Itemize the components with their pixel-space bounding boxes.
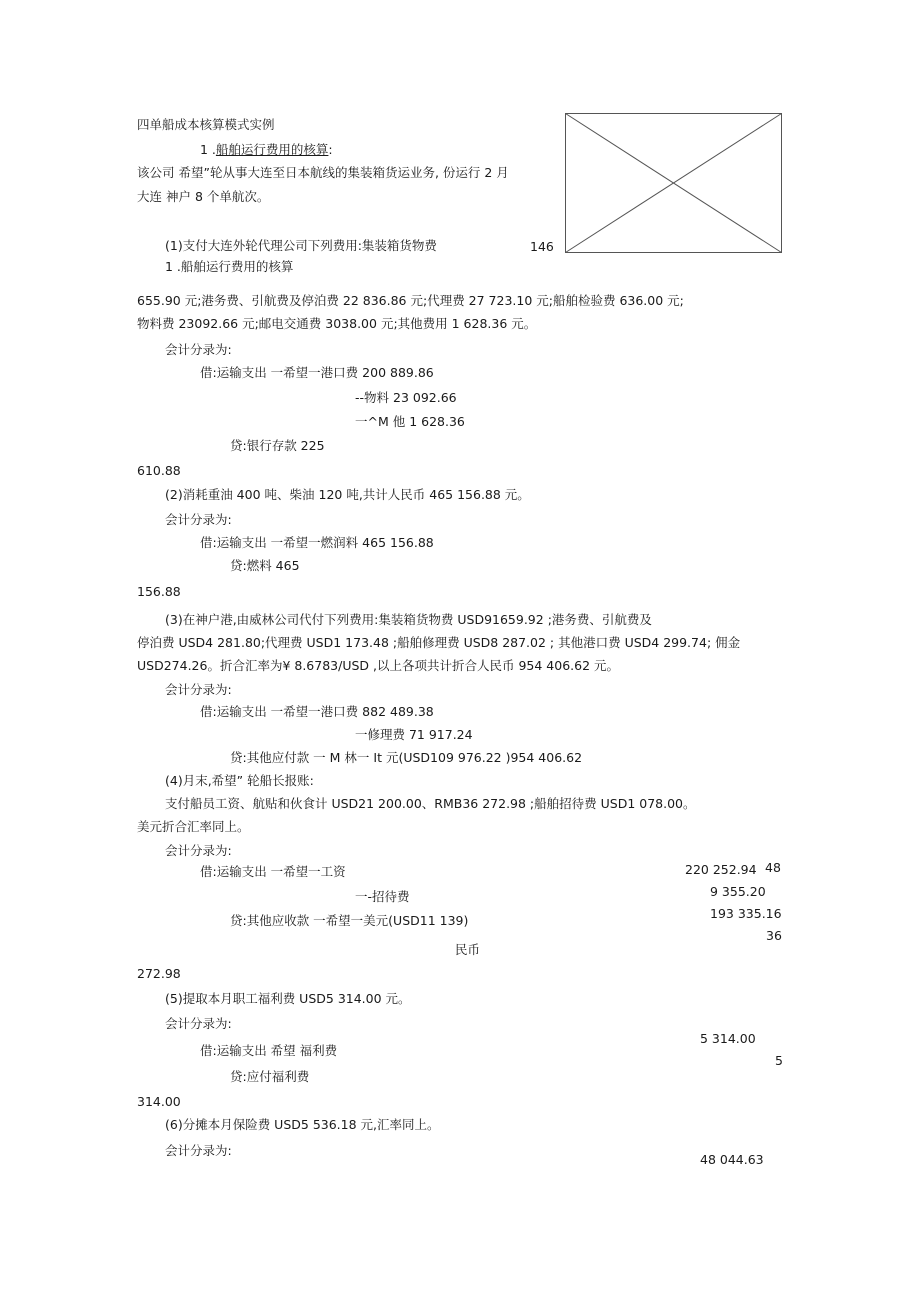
- item3-line-1: (3)在神户港,由威林公司代付下列费用:集装箱货物费 USD91659.92 ;港务费、引航费及: [165, 612, 652, 627]
- item1-side-number: 146: [530, 239, 554, 254]
- item3-entry-label: 会计分录为:: [165, 682, 232, 697]
- item1-debit-1: 借:运输支出 一希望一港口费 200 889.86: [200, 365, 434, 380]
- item4-rmb-label: 民币: [455, 942, 481, 957]
- item4-amount-2: 9 355.20: [710, 884, 766, 899]
- item4-amount-4: 36: [766, 928, 782, 943]
- section-heading-colon: :: [328, 142, 333, 157]
- item4-tail: 272.98: [137, 966, 181, 981]
- item4-amount-1-tail: 48: [765, 860, 781, 875]
- item3-debit-1: 借:运输支出 一希望一港口费 882 489.38: [200, 704, 434, 719]
- item1-line-3: 物料费 23092.66 元;邮电交通费 3038.00 元;其他费用 1 628.36 元。: [137, 316, 537, 331]
- item2-credit: 贷:燃料 465: [230, 558, 300, 573]
- item2-debit: 借:运输支出 一希望一燃润料 465 156.88: [200, 535, 434, 550]
- item6-entry-label: 会计分录为:: [165, 1143, 232, 1158]
- item5-tail: 314.00: [137, 1094, 181, 1109]
- item6-line-1: (6)分摊本月保险费 USD5 536.18 元,汇率同上。: [165, 1117, 440, 1132]
- item1-repeat-heading: 1 .船舶运行费用的核算: [165, 259, 294, 274]
- item1-line-2: 655.90 元;港务费、引航费及停泊费 22 836.86 元;代理费 27 723.10 元;船舶检验费 636.00 元;: [137, 293, 684, 308]
- item4-line-2: 支付船员工资、航贴和伙食计 USD21 200.00、RMB36 272.98 ;船舶招待费 USD1 078.00。: [165, 796, 696, 811]
- item4-debit-1: 借:运输支出 一希望一工资: [200, 864, 346, 879]
- intro-line-1: 该公司 希望”轮从事大连至日本航线的集装箱货运业务, 份运行 2 月: [137, 165, 509, 180]
- item1-credit-tail: 610.88: [137, 463, 181, 478]
- item1-line-1: (1)支付大连外轮代理公司下列费用:集装箱货物费: [165, 238, 437, 253]
- item4-credit: 贷:其他应收款 一希望一美元(USD11 139): [230, 913, 469, 928]
- item4-amount-3: 193 335.16: [710, 906, 782, 921]
- broken-image-placeholder: [565, 113, 782, 253]
- item5-amount-right: 5: [775, 1053, 783, 1068]
- item4-line-3: 美元折合汇率同上。: [137, 819, 250, 834]
- item4-debit-2: 一-招待费: [355, 889, 410, 904]
- document-title: 四单船成本核算模式实例: [137, 117, 275, 132]
- item3-line-3: USD274.26。折合汇率为¥ 8.6783/USD ,以上各项共计折合人民币 954 406.62 元。: [137, 658, 619, 673]
- item1-debit-3: 一^M 他 1 628.36: [355, 414, 465, 429]
- intro-line-2: 大连 神户 8 个单航次。: [137, 189, 270, 204]
- section-heading: [200, 142, 333, 158]
- item2-entry-label: 会计分录为:: [165, 512, 232, 527]
- item4-amount-1: 220 252.94: [685, 862, 757, 877]
- item4-line-1: (4)月末,希望” 轮船长报账:: [165, 773, 314, 788]
- item5-line-1: (5)提取本月职工福利费 USD5 314.00 元。: [165, 991, 411, 1006]
- item4-entry-label: 会计分录为:: [165, 843, 232, 858]
- item1-credit: 贷:银行存款 225: [230, 438, 325, 453]
- item6-amount: 48 044.63: [700, 1152, 764, 1167]
- item2-credit-tail: 156.88: [137, 584, 181, 599]
- item1-entry-label: 会计分录为:: [165, 342, 232, 357]
- item2-line-1: (2)消耗重油 400 吨、柴油 120 吨,共计人民币 465 156.88 元。: [165, 487, 530, 502]
- item3-credit: 贷:其他应付款 一 M 林一 It 元(USD109 976.22 )954 406.62: [230, 750, 583, 765]
- item1-debit-2: --物料 23 092.66: [355, 390, 457, 405]
- item5-debit: 借:运输支出 希望 福利费: [200, 1043, 338, 1058]
- item3-debit-2: 一修理费 71 917.24: [355, 727, 473, 742]
- section-heading-text: 船舶运行费用的核算: [215, 142, 329, 157]
- item5-entry-label: 会计分录为:: [165, 1016, 232, 1031]
- item5-amount: 5 314.00: [700, 1031, 756, 1046]
- item5-credit: 贷:应付福利费: [230, 1069, 310, 1084]
- section-number: 1 .: [200, 142, 216, 157]
- item3-line-2: 停泊费 USD4 281.80;代理费 USD1 173.48 ;船舶修理费 USD8 287.02 ; 其他港口费 USD4 299.74; 佣金: [137, 635, 741, 650]
